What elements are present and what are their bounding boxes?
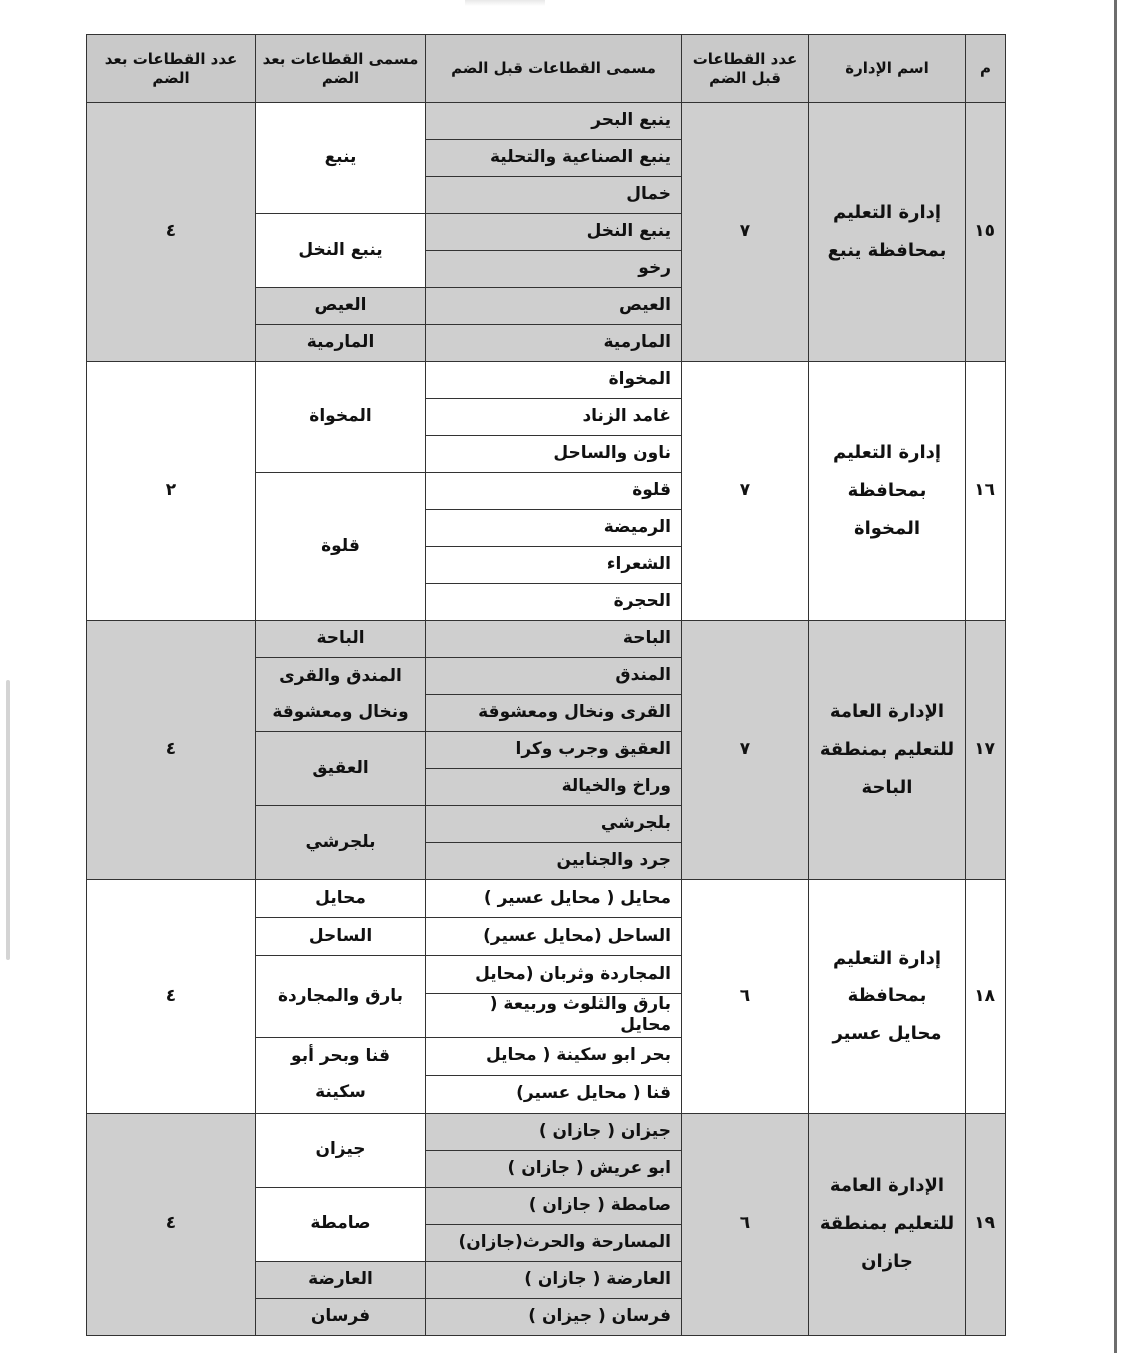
sector-before: غامد الزناد — [426, 399, 682, 436]
sector-before: وراخ والخيالة — [426, 769, 682, 806]
header-count-before: عدد القطاعات قبل الضم — [682, 35, 809, 103]
sector-before: المخواة — [426, 362, 682, 399]
table-row — [87, 103, 1006, 140]
sector-before: ينبع النخل — [426, 214, 682, 251]
sector-before: المارمية — [426, 325, 682, 362]
sector-before: ينبع الصناعية والتحلية — [426, 140, 682, 177]
sector-after: المارمية — [256, 325, 426, 362]
table-header-row — [87, 35, 1006, 103]
sector-after: ينبع — [256, 103, 426, 214]
header-names-before: مسمى القطاعات قبل الضم — [426, 35, 682, 103]
sector-before: خمال — [426, 177, 682, 214]
count-after: ٤ — [87, 621, 256, 880]
sector-before: فرسان ( جيزان ) — [426, 1298, 682, 1335]
header-count-after: عدد القطاعات بعد الضم — [87, 35, 256, 103]
admin-name: الإدارة العامة للتعليم بمنطقة جازان — [809, 1113, 966, 1335]
sector-before: رخو — [426, 251, 682, 288]
row-number: ١٩ — [966, 1113, 1006, 1335]
count-before: ٧ — [682, 621, 809, 880]
admin-name: إدارة التعليم بمحافظة ينبع — [809, 103, 966, 362]
sector-before: المسارحة والحرث(جازان) — [426, 1224, 682, 1261]
sector-before: المجاردة وثربان (محايل — [426, 956, 682, 994]
sector-before: قنا ( محايل عسير) — [426, 1075, 682, 1113]
sector-after: قلوة — [256, 473, 426, 621]
sector-after: فرسان — [256, 1298, 426, 1335]
right-page-edge — [1114, 0, 1117, 1353]
sector-before: بلجرشي — [426, 806, 682, 843]
sector-before: العارضة ( جازان ) — [426, 1261, 682, 1298]
row-number: ١٦ — [966, 362, 1006, 621]
table-row — [87, 362, 1006, 399]
row-number: ١٨ — [966, 880, 1006, 1114]
sector-after: محايل — [256, 880, 426, 918]
header-admin-name: اسم الإدارة — [809, 35, 966, 103]
sector-before: العقيق وجرب وكرا — [426, 732, 682, 769]
count-before: ٦ — [682, 880, 809, 1114]
sector-before: بحر ابو سكينة ( محايل — [426, 1037, 682, 1075]
sector-before: بارق والثلوث وربيعة ( محايل — [426, 994, 682, 1038]
sector-before: الساحل (محايل عسير) — [426, 918, 682, 956]
sectors-merge-table — [86, 34, 1006, 1336]
sector-after: جيزان — [256, 1113, 426, 1187]
count-after: ٢ — [87, 362, 256, 621]
admin-name: الإدارة العامة للتعليم بمنطقة الباحة — [809, 621, 966, 880]
sector-before: الباحة — [426, 621, 682, 658]
row-number: ١٥ — [966, 103, 1006, 362]
sector-before: قلوة — [426, 473, 682, 510]
bottom-cutoff-mark — [540, 1338, 860, 1353]
count-before: ٧ — [682, 103, 809, 362]
sector-after: صامطة — [256, 1187, 426, 1261]
count-before: ٦ — [682, 1113, 809, 1335]
sector-after: العيص — [256, 288, 426, 325]
sector-before: محايل ( محايل عسير ) — [426, 880, 682, 918]
table-row — [87, 1113, 1006, 1150]
sector-before: ابو عريش ( جازان ) — [426, 1150, 682, 1187]
sector-before: جيزان ( جازان ) — [426, 1113, 682, 1150]
count-after: ٤ — [87, 1113, 256, 1335]
sector-before: القرى ونخال ومعشوقة — [426, 695, 682, 732]
sector-before: الحجرة — [426, 584, 682, 621]
sector-before: الشعراء — [426, 547, 682, 584]
sector-before: الرميضة — [426, 510, 682, 547]
sector-after: العقيق — [256, 732, 426, 806]
sector-before: صامطة ( جازان ) — [426, 1187, 682, 1224]
sector-after: المخواة — [256, 362, 426, 473]
sector-after: بارق والمجاردة — [256, 956, 426, 1038]
sector-before: ناون والساحل — [426, 436, 682, 473]
admin-name: إدارة التعليم بمحافظة محايل عسير — [809, 880, 966, 1114]
left-scroll-indicator — [6, 680, 10, 960]
row-number: ١٧ — [966, 621, 1006, 880]
header-names-after: مسمى القطاعات بعد الضم — [256, 35, 426, 103]
top-edge-smudge — [465, 0, 545, 6]
header-number: م — [966, 35, 1006, 103]
count-after: ٤ — [87, 880, 256, 1114]
sector-before: ينبع البحر — [426, 103, 682, 140]
sector-after: ينبع النخل — [256, 214, 426, 288]
sector-before: العيص — [426, 288, 682, 325]
sector-after: بلجرشي — [256, 806, 426, 880]
admin-name: إدارة التعليم بمحافظة المخواة — [809, 362, 966, 621]
table-row — [87, 880, 1006, 918]
sector-after: المندق والقرى ونخال ومعشوقة — [256, 658, 426, 732]
sector-after: الساحل — [256, 918, 426, 956]
sector-before: جرد والجنابين — [426, 843, 682, 880]
sector-before: المندق — [426, 658, 682, 695]
sector-after: قنا وبحر أبو سكينة — [256, 1037, 426, 1113]
count-after: ٤ — [87, 103, 256, 362]
count-before: ٧ — [682, 362, 809, 621]
sector-after: الباحة — [256, 621, 426, 658]
table-row — [87, 621, 1006, 658]
sector-after: العارضة — [256, 1261, 426, 1298]
